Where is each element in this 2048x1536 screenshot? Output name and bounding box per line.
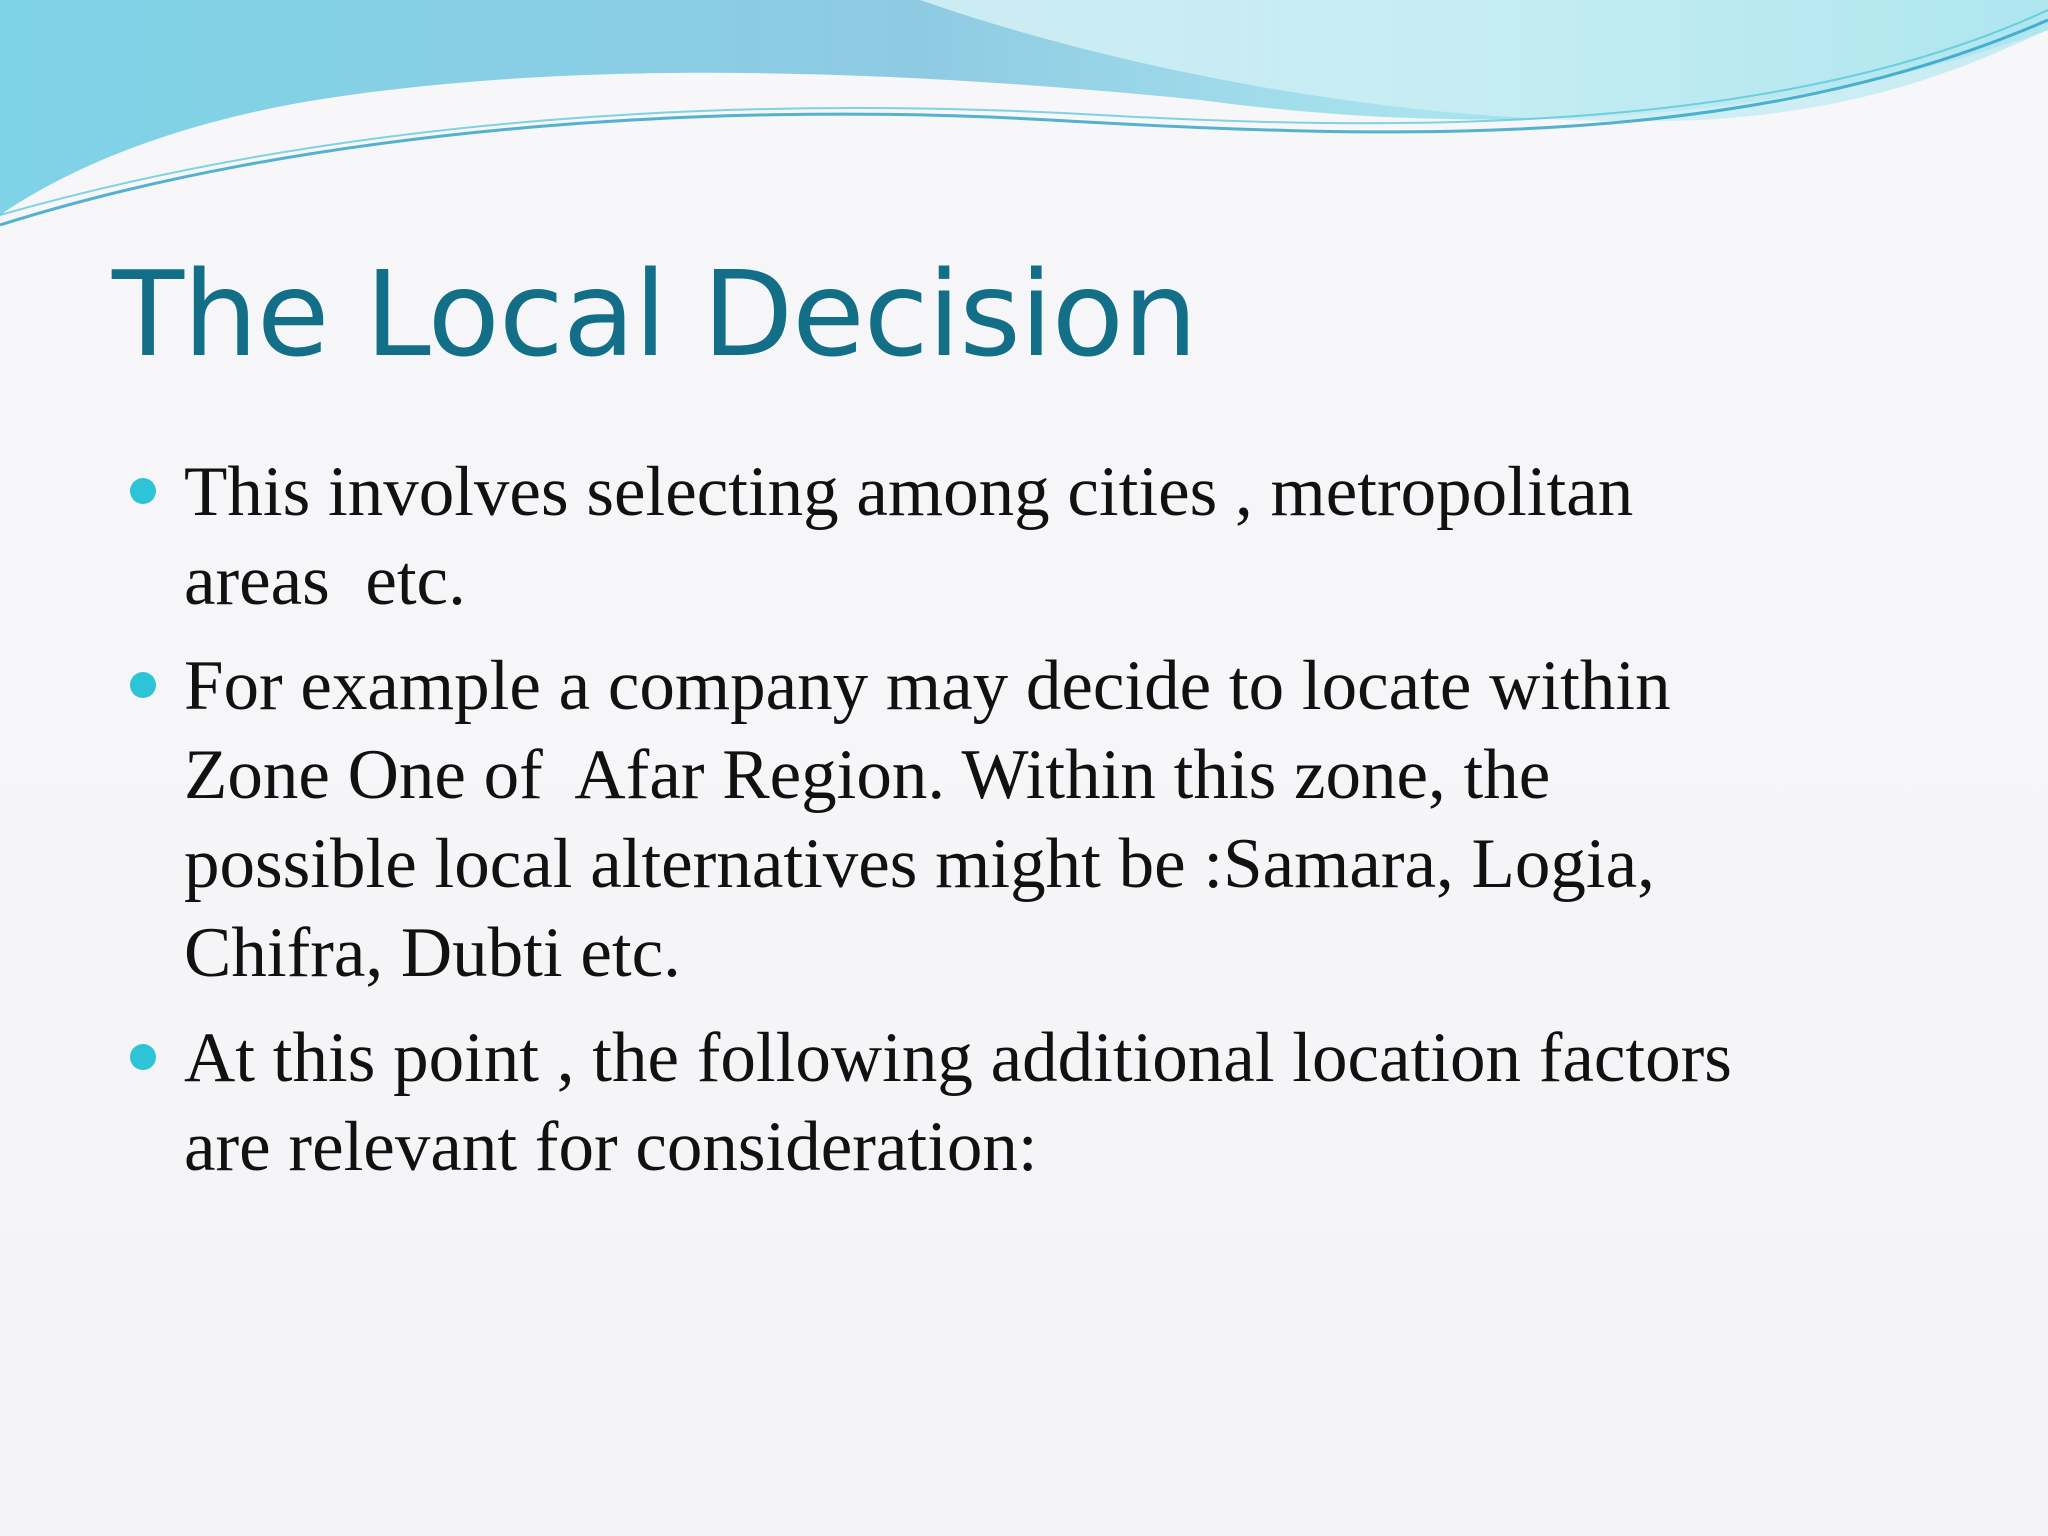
slide-title: The Local Decision <box>112 245 1197 383</box>
bullet-item <box>184 448 1984 626</box>
bullet-dot-icon <box>130 672 156 698</box>
bullet-text: At this point , the following additional location factors are relevant for consideration: <box>184 1019 1732 1186</box>
bullet-dot-icon <box>130 478 156 504</box>
bullet-item <box>184 642 1984 998</box>
header-wave-decoration <box>0 0 2048 260</box>
bullet-dot-icon <box>130 1044 156 1070</box>
bullet-text: This involves selecting among cities , metropolitan areas etc. <box>184 453 1634 620</box>
bullet-list <box>184 448 1984 1208</box>
bullet-item <box>184 1014 1984 1192</box>
bullet-text: For example a company may decide to locate within Zone One of Afar Region. Within this zone, the possible local alternatives might be :Samara, Logia, Chifra, Dubti etc. <box>184 647 1671 992</box>
